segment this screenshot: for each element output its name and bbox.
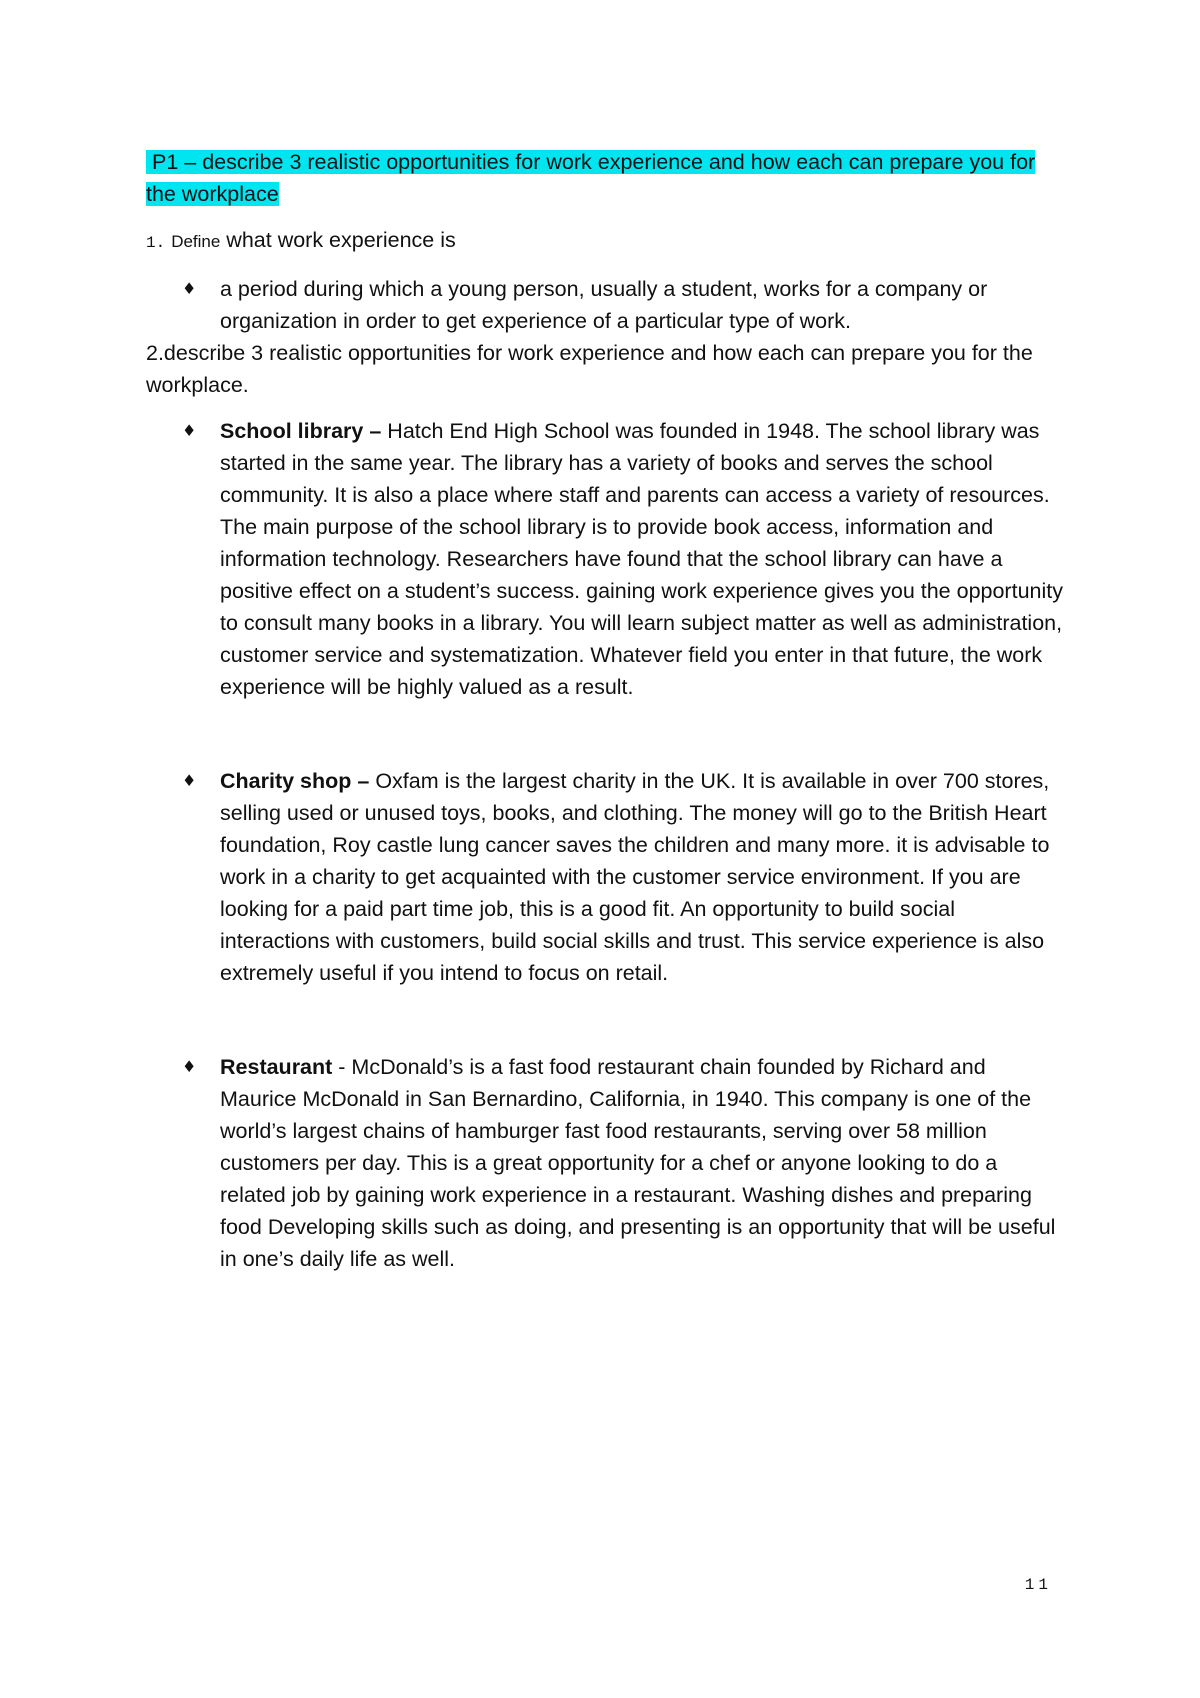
opportunity-title: Charity shop – xyxy=(220,769,370,793)
diamond-bullet-icon: ♦ xyxy=(182,771,197,790)
opportunity-restaurant xyxy=(182,1051,1066,1275)
page-heading: P1 – describe 3 realistic opportunities for work experience and how each can prepare you for the workplace xyxy=(146,150,1036,206)
definition-text: a period during which a young person, usually a student, works for a company or organization in order to get experience of a particular type of work. xyxy=(220,277,988,333)
opportunity-title: Restaurant xyxy=(220,1055,333,1079)
opportunity-text: Hatch End High School was founded in 1948. The school library was started in the same year. The library has a variety of books and serves the school community. It is also a place where staff and parents can access a variety of resources. The main purpose of the school library is to provide book access, information and information technology. Researchers have found that the school library can have a positive effect on a student’s success. gaining work experience gives you the opportunity to consult many books in a library. You will learn subject matter as well as administration, customer service and systematization. Whatever field you enter in that future, the work experience will be highly valued as a result. xyxy=(220,419,1063,699)
diamond-bullet-icon: ♦ xyxy=(182,1057,197,1076)
document-body xyxy=(146,146,1066,1337)
heading-block xyxy=(146,146,1066,210)
opportunity-charity-shop xyxy=(182,765,1066,989)
define-question xyxy=(146,224,1066,259)
opportunity-text: Oxfam is the largest charity in the UK. It is available in over 700 stores, selling used or unused toys, books, and clothing. The money will go to the British Heart foundation, Roy castle lung cancer saves the children and many more. it is advisable to work in a charity to get acquainted with the customer service environment. If you are looking for a paid part time job, this is a good fit. An opportunity to build social interactions with customers, build social skills and trust. This service experience is also extremely useful if you intend to focus on retail. xyxy=(220,769,1050,985)
opportunity-title: School library – xyxy=(220,419,382,443)
page-number: 11 xyxy=(1024,1576,1052,1594)
opportunity-school-library xyxy=(182,415,1066,703)
diamond-bullet-icon: ♦ xyxy=(182,421,197,440)
opportunity-text: - McDonald’s is a fast food restaurant chain founded by Richard and Maurice McDonald in San Bernardino, California, in 1940. This company is one of the world’s largest chains of hamburger fast food restaurants, serving over 58 million customers per day. This is a great opportunity for a chef or anyone looking to do a related job by gaining work experience in a restaurant. Washing dishes and preparing food Developing skills such as doing, and presenting is an opportunity that will be useful in one’s daily life as well. xyxy=(220,1055,1056,1271)
define-rest: what work experience is xyxy=(220,228,456,252)
definition-list xyxy=(146,273,1066,337)
define-number: 1. xyxy=(146,234,166,252)
diamond-bullet-icon: ♦ xyxy=(182,279,197,298)
opportunities-list xyxy=(146,415,1066,1275)
define-prefix: Define xyxy=(171,232,221,251)
section-2-title: 2.describe 3 realistic opportunities for work experience and how each can prepare you for the workplace. xyxy=(146,341,1033,397)
definition-item xyxy=(182,273,1066,337)
